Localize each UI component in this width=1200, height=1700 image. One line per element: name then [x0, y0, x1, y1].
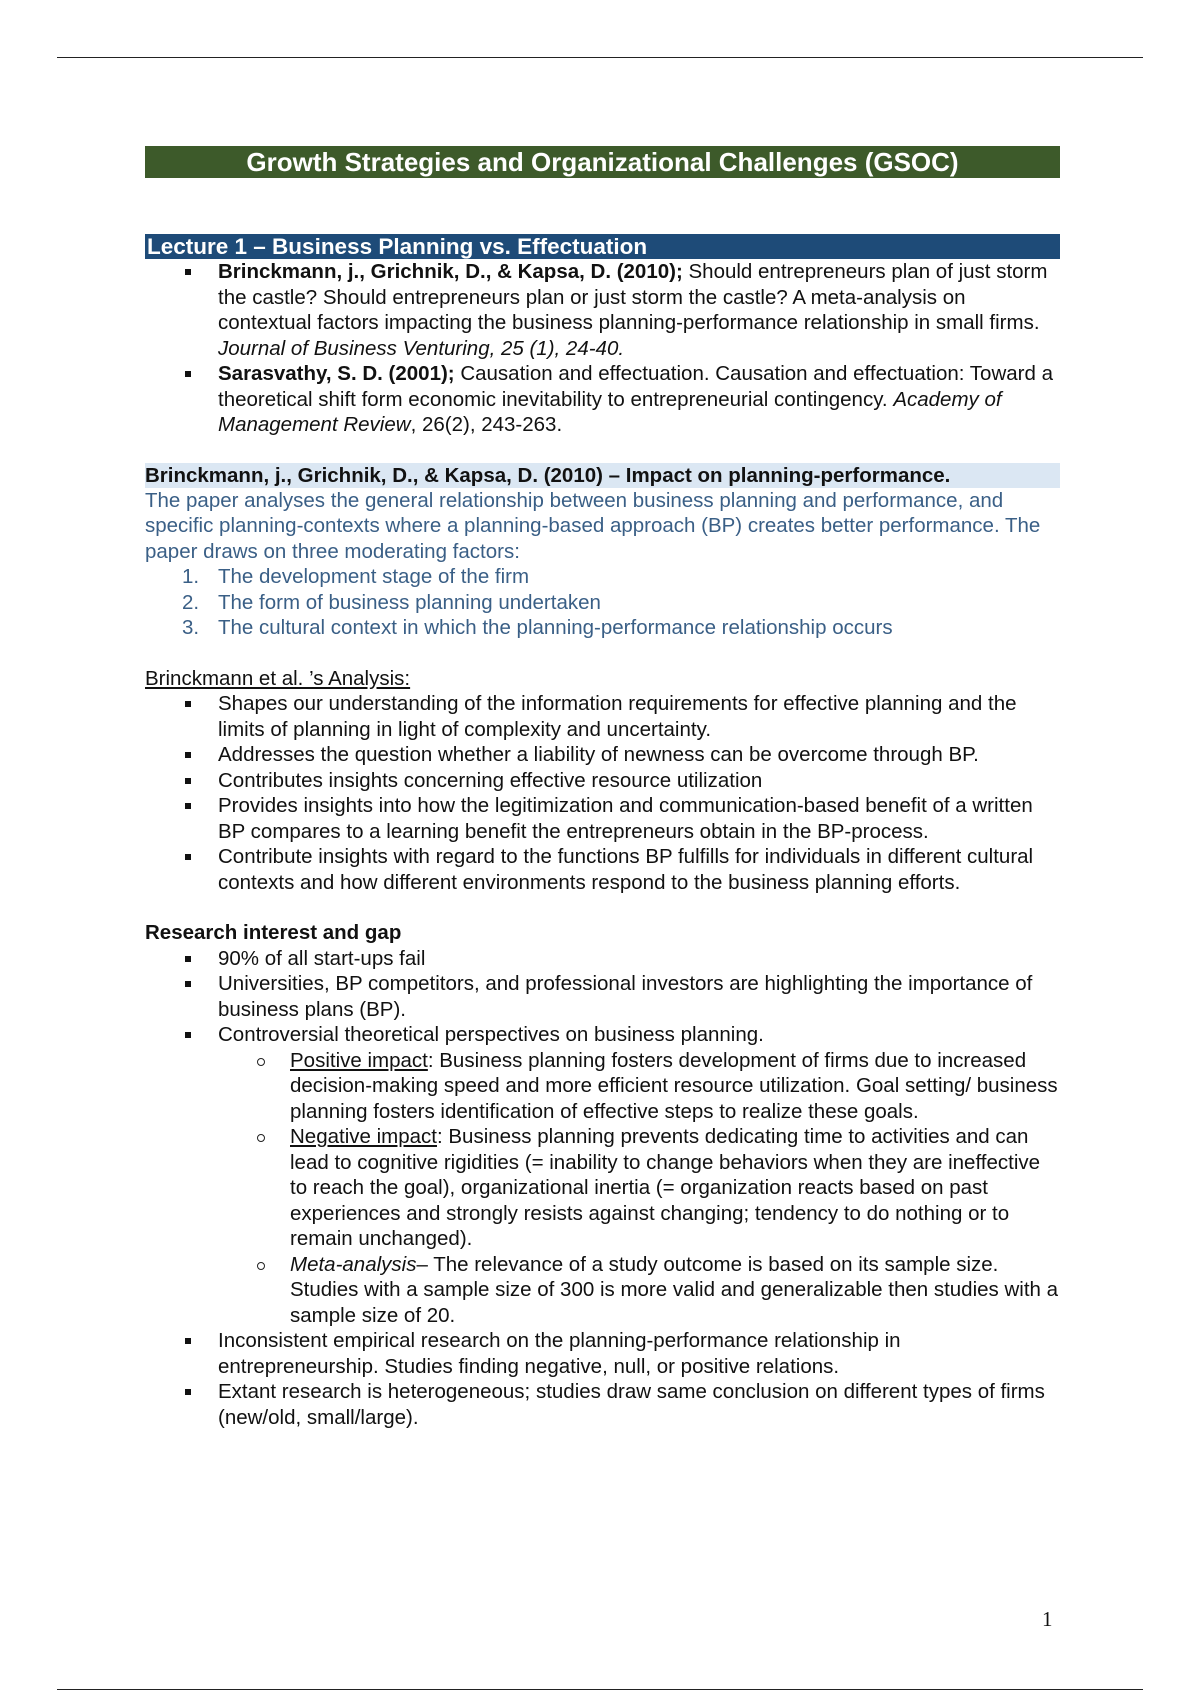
list-item: Contributes insights concerning effective resource utilization	[145, 768, 1060, 794]
paper-heading: Brinckmann, j., Grichnik, D., & Kapsa, D. (2010) – Impact on planning-performance.	[145, 463, 1060, 488]
list-item: Provides insights into how the legitimization and communication-based benefit of a written BP compares to a learning benefit the entrepreneurs obtain in the BP-process.	[145, 793, 1060, 844]
list-item: Universities, BP competitors, and professional investors are highlighting the importance of business plans (BP).	[145, 971, 1060, 1022]
analysis-list	[145, 691, 1060, 895]
sub-list-item: Meta-analysis– The relevance of a study outcome is based on its sample size. Studies with a sample size of 300 is more valid and generalizable then studies with a sample size of 20.	[145, 1252, 1060, 1329]
list-item: Addresses the question whether a liability of newness can be overcome through BP.	[145, 742, 1060, 768]
reference-list	[145, 259, 1060, 438]
list-item: 2. The form of business planning undertaken	[182, 590, 601, 614]
list-item: 90% of all start-ups fail	[145, 946, 1060, 972]
analysis-heading: Brinckmann et al. ’s Analysis:	[145, 666, 411, 690]
sub-list-item: Negative impact: Business planning prevents dedicating time to activities and can lead to cognitive rigidities (= inability to change behaviors when they are ineffective to reach the goal), organizational inertia (= organization reacts based on past experiences and strongly resists against changing; tendency to do nothing or to remain unchanged).	[145, 1124, 1060, 1252]
list-item: Brinckmann, j., Grichnik, D., & Kapsa, D. (2010); Should entrepreneurs plan of just storm the castle? Should entrepreneurs plan or just storm the castle? A meta-analysis on contextual factors impacting the business planning-performance relationship in small firms. Journal of Business Venturing, 25 (1), 24-40.	[145, 259, 1060, 361]
list-item: 1. The development stage of the firm	[182, 565, 530, 588]
lecture-heading: Lecture 1 – Business Planning vs. Effectuation	[145, 234, 1060, 259]
factor-list	[145, 564, 1060, 641]
document-title: Growth Strategies and Organizational Challenges (GSOC)	[145, 146, 1060, 178]
footer-rule	[57, 1689, 1143, 1690]
list-item: Inconsistent empirical research on the planning-performance relationship in entrepreneurship. Studies finding negative, null, or positive relations.	[145, 1328, 1060, 1379]
research-list	[145, 946, 1060, 1431]
page-number: 1	[1042, 1607, 1053, 1631]
list-item: Shapes our understanding of the information requirements for effective planning and the limits of planning in light of complexity and uncertainty.	[145, 691, 1060, 742]
list-item: 3. The cultural context in which the planning-performance relationship occurs	[182, 616, 893, 639]
perspective-sublist	[145, 1048, 1060, 1329]
list-item: Extant research is heterogeneous; studies draw same conclusion on different types of firms (new/old, small/large).	[145, 1379, 1060, 1430]
sub-list-item: Positive impact: Business planning fosters development of firms due to increased decision-making speed and more efficient resource utilization. Goal setting/ business planning fosters identification of effective steps to realize these goals.	[145, 1048, 1060, 1125]
list-item: Controversial theoretical perspectives on business planning. Positive impact: Business planning fosters development of firms due to increased decision-making speed and more efficient resource utilization. Goal setting/ business planning fosters identification of effective steps to realize these goals. Negative impact: Business planning prevents dedicating time to activities and can lead to cognitive rigidities (= inability to change behaviors when they are ineffective to reach the goal), organizational inertia (= organization reacts based on past experiences and strongly resists against changing; tendency to do nothing or to remain unchanged). Meta-analysis– The relevance of a study outcome is based on its sample size. Studies with a sample size of 300 is more valid and generalizable then studies with a sample size of 20.	[145, 1022, 1060, 1328]
document-body	[145, 146, 1060, 1430]
research-heading: Research interest and gap	[145, 921, 402, 944]
list-item: Sarasvathy, S. D. (2001); Causation and effectuation. Causation and effectuation: Toward a theoretical shift form economic inevitability to entrepreneurial contingency. Academy of Management Review, 26(2), 243-263.	[145, 361, 1060, 438]
list-item: Contribute insights with regard to the functions BP fulfills for individuals in different cultural contexts and how different environments respond to the business planning efforts.	[145, 844, 1060, 895]
paper-intro: The paper analyses the general relationship between business planning and performance, and specific planning-contexts where a planning-based approach (BP) creates better performance. The paper draws on three moderating factors:	[145, 488, 1041, 563]
header-rule	[57, 57, 1143, 58]
